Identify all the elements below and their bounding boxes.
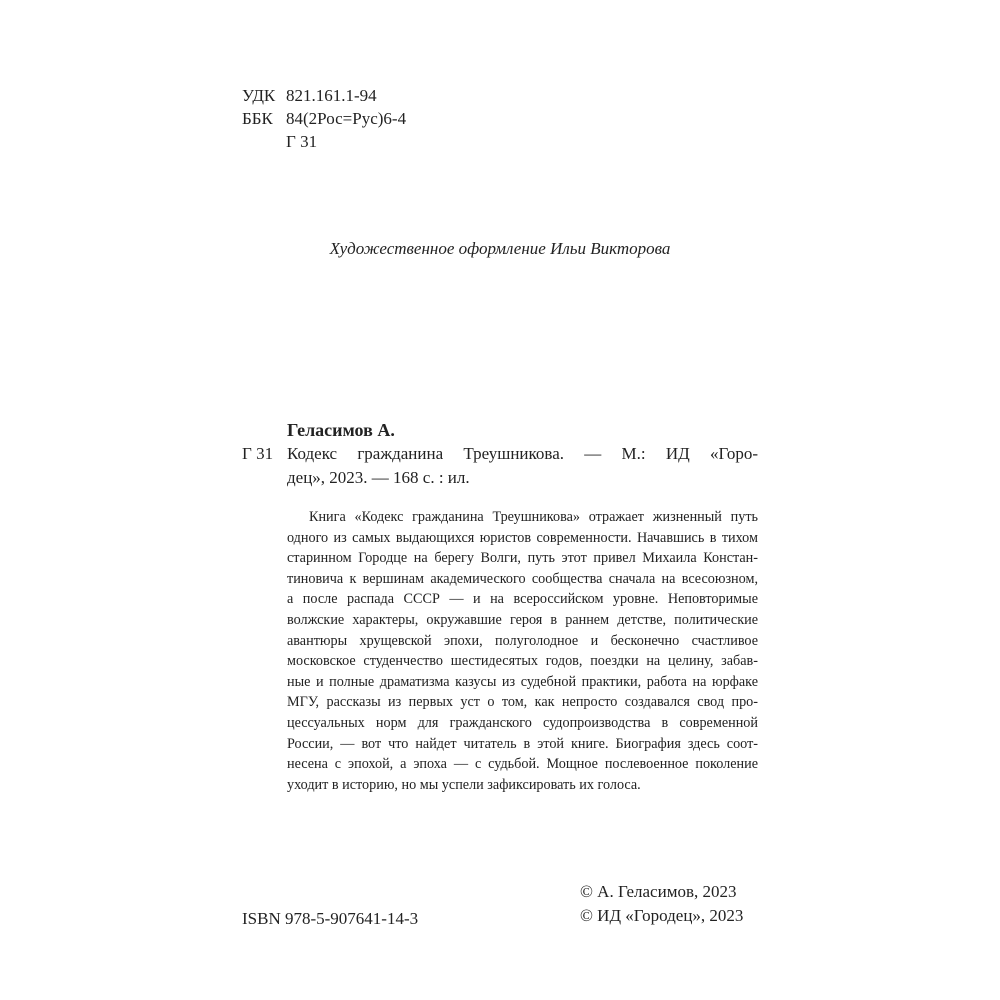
annotation-line: МГУ, рассказы из первых уст о том, как непросто создавался свод про- — [287, 694, 758, 711]
author-mark: Г 31 — [286, 132, 318, 151]
annotation-line: старинном Городце на берегу Волги, путь этот привел Михаила Констан- — [287, 550, 758, 567]
annotation-line: Книга «Кодекс гражданина Треушникова» отражает жизненный путь — [309, 509, 758, 525]
annotation-line: авантюры хрущевской эпохи, полуголодное и бесконечно счастливое — [287, 632, 758, 649]
bib-title-line-1: Кодекс гражданина Треушникова. — М.: ИД «Горо- — [287, 444, 758, 463]
annotation-line: ные и полные драматизма казусы из судебной практики, работа на юрфаке — [287, 673, 758, 690]
bib-index-mark: Г 31 — [242, 444, 274, 463]
author-mark-row — [242, 130, 406, 153]
udk-label: УДК — [242, 86, 276, 105]
isbn: ISBN 978-5-907641-14-3 — [242, 909, 419, 928]
annotation-line: цессуальных норм для гражданского судопроизводства в современной — [287, 714, 758, 731]
bbk-label: ББК — [242, 109, 273, 128]
annotation-line: волжские характеры, окружавшие героя в раннем детстве, политические — [287, 611, 758, 628]
classification-block — [242, 84, 406, 153]
design-credit: Художественное оформление Ильи Викторова — [329, 239, 671, 258]
copyright-block — [580, 880, 743, 928]
annotation-line: а после распада СССР — и на всероссийском уровне. Неповторимые — [287, 591, 758, 608]
bbk-value: 84(2Рос=Рус)6-4 — [286, 109, 407, 128]
annotation-line: тиновича к вершинам академического сообщества сначала на всесоюзном, — [287, 570, 758, 587]
annotation-line: уходит в историю, но мы успели зафиксировать их голоса. — [287, 776, 641, 793]
annotation-line: одного из самых выдающихся юристов современности. Начавшись в тихом — [287, 529, 758, 546]
bib-author: Геласимов А. — [287, 420, 395, 440]
annotation — [287, 507, 758, 795]
bbk-row — [242, 107, 406, 130]
udk-value: 821.161.1-94 — [286, 86, 377, 105]
annotation-line: несена с эпохой, а эпоха — с судьбой. Мощное послевоенное поколение — [287, 756, 758, 773]
annotation-line: московское студенчество шестидесятых годов, поездки на целину, забав- — [287, 653, 758, 670]
bib-title-line-2: дец», 2023. — 168 с. : ил. — [287, 468, 470, 487]
udk-row — [242, 84, 406, 107]
annotation-line: России, — вот что найдет читатель в этой книге. Биография здесь соот- — [287, 735, 758, 752]
copyright-author: © А. Геласимов, 2023 — [580, 882, 737, 901]
copyright-publisher: © ИД «Городец», 2023 — [580, 906, 744, 925]
